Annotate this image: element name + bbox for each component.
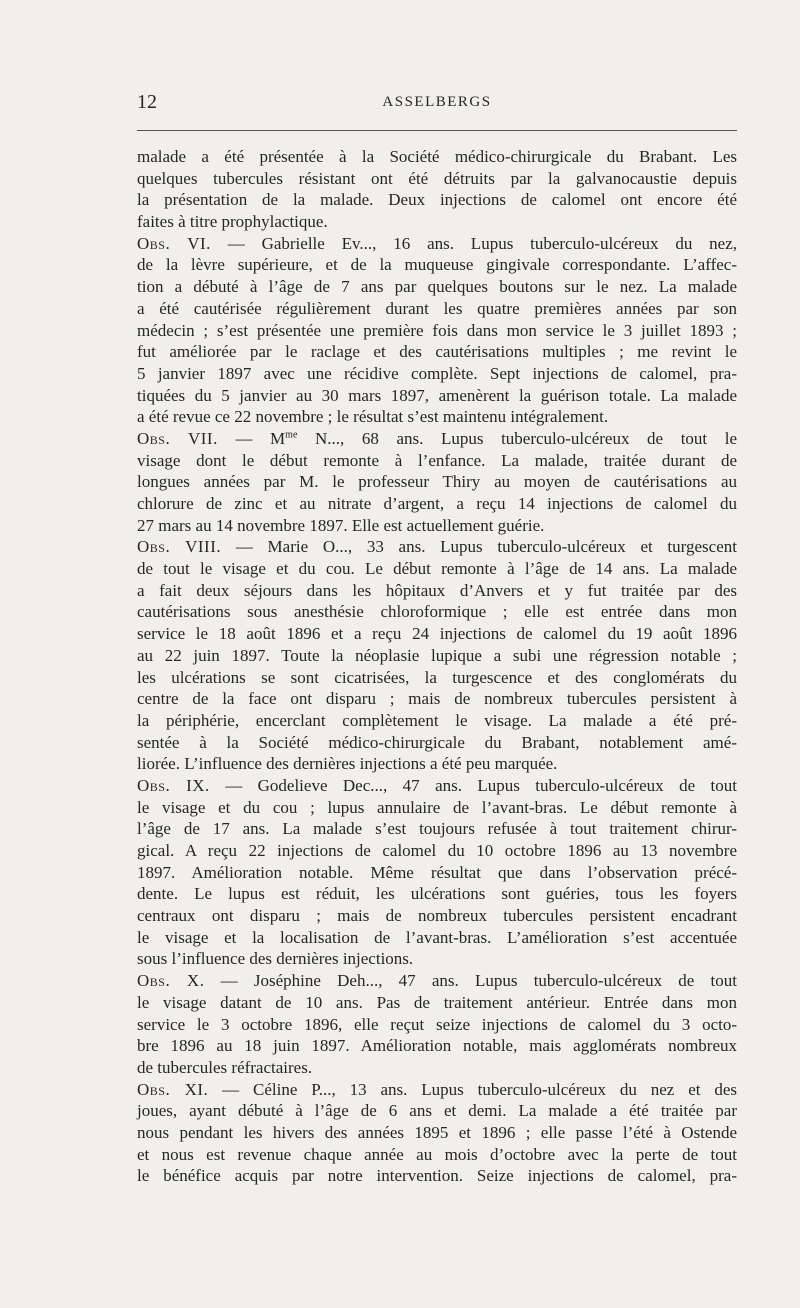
observation-label: Obs. IX. — [137, 775, 210, 795]
text-line: dente. Le lupus est réduit, les ulcérations sont guéries, tous les foyers — [137, 884, 737, 904]
text-line: de tubercules réfractaires. — [137, 1057, 313, 1077]
text-line — [137, 775, 737, 797]
text-line: malade a été présentée à la Société médico-chirurgicale du Brabant. Les — [137, 147, 737, 166]
text-line: nous pendant les hivers des années 1895 et 1896 ; elle passe l’été à Ostende — [137, 1122, 737, 1142]
observation-label: Obs. VIII. — [137, 537, 222, 557]
text-line: sentée à la Société médico-chirurgicale du Brabant, notablement amé- — [137, 732, 737, 752]
text-line: service le 18 août 1896 et a reçu 24 injections de calomel du 19 août 1896 — [137, 624, 737, 644]
page-header — [137, 90, 737, 114]
text-segment: N..., 68 ans. Lupus tuberculo-ulcéreux de tout le — [297, 428, 738, 448]
text-line: et nous est revenue chaque année au mois d’octobre avec la perte de tout — [137, 1144, 737, 1164]
text-line: tiquées du 5 janvier au 30 mars 1897, amenèrent la guérison totale. La malade — [137, 385, 737, 405]
text-line: chlorure de zinc et au nitrate d’argent, a reçu 14 injections de calomel du — [137, 494, 737, 513]
text-line: a fait deux séjours dans les hôpitaux d’Anvers et y fut traitée par des — [137, 580, 737, 600]
text-line: gical. A reçu 22 injections de calomel du 10 octobre 1896 au 13 novembre — [137, 841, 737, 860]
text-line: visage dont le début remonte à l’enfance. La malade, traitée durant de — [137, 450, 737, 470]
text-line: faites à titre prophylactique. — [137, 212, 328, 232]
text-segment: — M — [217, 428, 286, 448]
text-line — [137, 233, 737, 255]
text-segment: — Gabrielle Ev..., 16 ans. Lupus tuberculo-ulcéreux du nez, — [210, 233, 738, 253]
paragraph-continuation — [137, 146, 737, 233]
text-line — [137, 970, 737, 992]
text-line: au 22 juin 1897. Toute la néoplasie lupique a subi une régression notable ; — [137, 645, 737, 665]
text-line: centre de la face ont disparu ; mais de nombreux tubercules persistent à — [137, 689, 737, 709]
text-line: les ulcérations se sont cicatrisées, la turgescence et des conglomérats du — [137, 667, 737, 687]
text-line: médecin ; s’est présentée une première fois dans mon service le 3 juillet 1893 ; — [137, 320, 737, 340]
text-line: le visage et la localisation de l’avant-bras. L’amélioration s’est accentuée — [137, 927, 737, 947]
text-segment: — Céline P..., 13 ans. Lupus tuberculo-ulcéreux du nez et des — [208, 1079, 737, 1099]
text-line: 5 janvier 1897 avec une récidive complète. Sept injections de calomel, pra- — [137, 363, 737, 383]
header-rule — [137, 130, 737, 131]
text-line: longues années par M. le professeur Thiry au moyen de cautérisations au — [137, 472, 737, 492]
text-line: de la lèvre supérieure, et de la muqueuse gingivale correspondante. L’affec- — [137, 255, 737, 275]
text-line: tion a débuté à l’âge de 7 ans par quelques boutons sur le nez. La malade — [137, 277, 737, 297]
observation-x — [137, 970, 737, 1078]
text-line: la présentation de la malade. Deux injections de calomel ont encore été — [137, 190, 737, 210]
observation-label: Obs. VII. — [137, 428, 218, 448]
text-line: cautérisations sous anesthésie chloroformique ; elle est entrée dans mon — [137, 602, 737, 622]
text-line: bre 1896 au 18 juin 1897. Amélioration notable, mais agglomérats nombreux — [137, 1036, 737, 1056]
observation-label: Obs. X. — [137, 971, 205, 991]
text-line: le bénéfice acquis par notre intervention. Seize injections de calomel, pra- — [137, 1166, 737, 1186]
text-line — [137, 428, 737, 450]
observation-ix — [137, 775, 737, 970]
observation-label: Obs. VI. — [137, 233, 211, 253]
observation-viii — [137, 536, 737, 775]
observation-vi — [137, 233, 737, 428]
text-segment: — Godelieve Dec..., 47 ans. Lupus tuberculo-ulcéreux de tout — [209, 775, 737, 795]
observation-label: Obs. XI. — [137, 1079, 209, 1099]
running-head: ASSELBERGS — [382, 94, 492, 110]
text-line: 27 mars au 14 novembre 1897. Elle est actuellement guérie. — [137, 515, 545, 535]
text-line: de tout le visage et du cou. Le début remonte à l’âge de 14 ans. La malade — [137, 559, 737, 579]
text-line: quelques tubercules résistant ont été détruits par la galvanocaustie depuis — [137, 168, 737, 188]
observation-vii — [137, 428, 737, 536]
text-line: le visage et du cou ; lupus annulaire de l’avant-bras. Le début remonte à — [137, 797, 737, 817]
observation-xi — [137, 1079, 737, 1187]
text-line: centraux ont disparu ; mais de nombreux tubercules persistent encadrant — [137, 906, 737, 926]
page-body — [137, 146, 737, 1187]
text-line: a été revue ce 22 novembre ; le résultat s’est maintenu intégralement. — [137, 407, 609, 427]
text-line: fut améliorée par le raclage et des cautérisations multiples ; me revint le — [137, 342, 737, 362]
text-line: l’âge de 17 ans. La malade s’est toujours refusée à tout traitement chirur- — [137, 819, 737, 839]
text-segment: — Joséphine Deh..., 47 ans. Lupus tuberculo-ulcéreux de tout — [204, 971, 738, 991]
text-line: le visage datant de 10 ans. Pas de traitement antérieur. Entrée dans mon — [137, 992, 737, 1012]
text-line — [137, 1079, 737, 1101]
text-line — [137, 536, 737, 558]
text-line: 1897. Amélioration notable. Même résultat que dans l’observation précé- — [137, 862, 737, 882]
text-segment: — Marie O..., 33 ans. Lupus tuberculo-ulcéreux et turgescent — [221, 537, 737, 557]
page-number: 12 — [137, 91, 157, 113]
text-line: a été cautérisée régulièrement durant les quatre premières années par son — [137, 298, 737, 318]
text-line: joues, ayant débuté à l’âge de 6 ans et demi. La malade a été traitée par — [137, 1101, 737, 1121]
text-line: la périphérie, encerclant complètement le visage. La malade a été pré- — [137, 710, 737, 730]
text-line: service le 3 octobre 1896, elle reçut seize injections de calomel du 3 octo- — [137, 1014, 737, 1034]
text-line: sous l’influence des dernières injections. — [137, 949, 414, 969]
text-line: liorée. L’influence des dernières injections a été peu marquée. — [137, 754, 558, 774]
superscript: me — [285, 429, 298, 441]
